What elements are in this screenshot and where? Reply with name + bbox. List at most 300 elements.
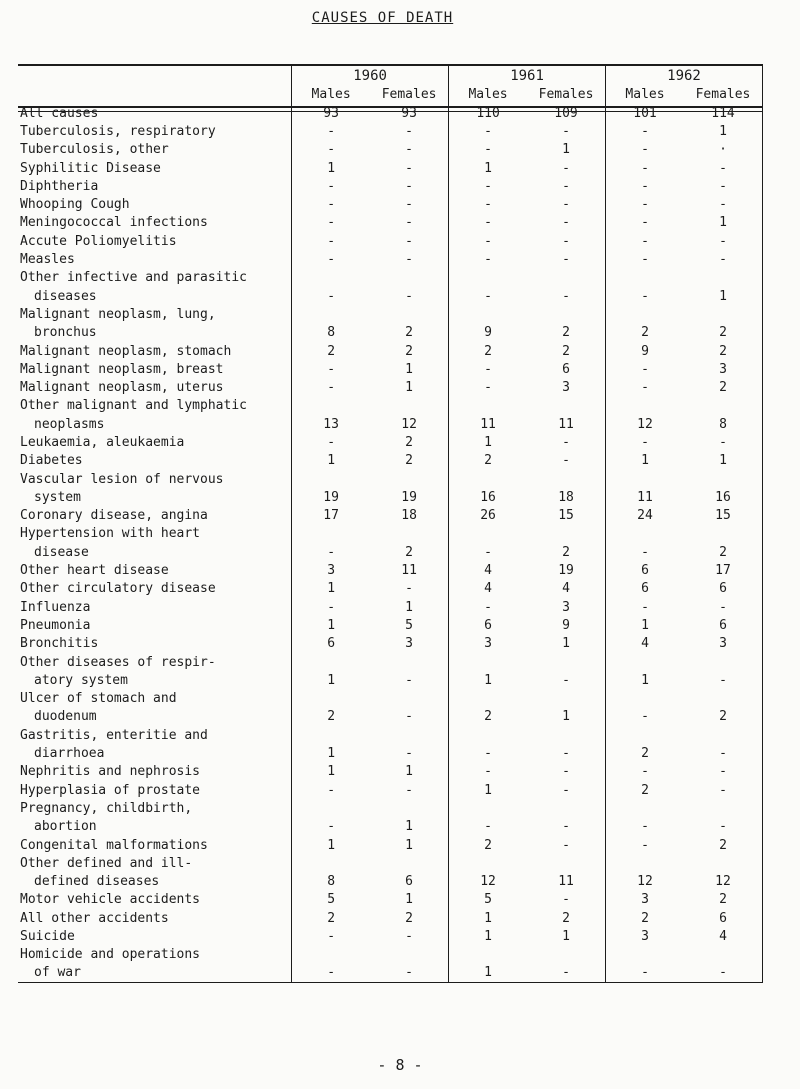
table-row xyxy=(18,195,763,213)
value-cell xyxy=(449,690,527,708)
value-cell: 1 xyxy=(449,159,527,177)
value-cell xyxy=(527,525,605,543)
value-cell xyxy=(684,653,763,671)
value-cell: 1 xyxy=(606,671,684,689)
table-row xyxy=(18,598,763,616)
value-cell xyxy=(684,854,763,872)
value-cell: 2 xyxy=(684,324,763,342)
value-cell: 1 xyxy=(292,836,370,854)
table-row xyxy=(18,324,763,342)
value-cell: 2 xyxy=(562,343,570,359)
table-row xyxy=(18,872,763,890)
value-cell: - xyxy=(292,360,370,378)
value-cell: 1 xyxy=(292,452,370,470)
cause-label: atory system xyxy=(34,672,128,688)
value-cell: 1 xyxy=(292,159,370,177)
cause-label: Bronchitis xyxy=(20,636,99,652)
value-cell: - xyxy=(606,433,684,451)
value-cell: - xyxy=(606,122,684,140)
value-cell: 1 xyxy=(292,580,370,598)
value-cell: 1 xyxy=(449,433,527,451)
cause-label: Measles xyxy=(20,252,75,268)
cause-label: Gastritis, enteritie and xyxy=(20,727,208,743)
value-cell: 2 xyxy=(405,453,413,469)
value-cell: 4 xyxy=(449,580,527,598)
value-cell xyxy=(527,946,605,964)
value-cell: - xyxy=(562,782,570,798)
cause-label: diseases xyxy=(34,288,97,304)
value-cell xyxy=(449,854,527,872)
table-row xyxy=(18,250,763,268)
value-cell: 1 xyxy=(562,142,570,158)
table-row xyxy=(18,433,763,451)
cause-label: Coronary disease, angina xyxy=(20,508,208,524)
value-cell: - xyxy=(449,232,527,250)
value-cell xyxy=(370,653,448,671)
cause-label: Tuberculosis, respiratory xyxy=(20,123,216,139)
value-cell xyxy=(527,305,605,323)
value-cell xyxy=(449,397,527,415)
cause-label: Vascular lesion of nervous xyxy=(20,471,224,487)
value-cell: 2 xyxy=(292,909,370,927)
value-cell: - xyxy=(405,929,413,944)
value-cell: 2 xyxy=(292,708,370,726)
value-cell: 4 xyxy=(606,635,684,653)
value-cell: 12 xyxy=(449,872,527,890)
value-cell: 8 xyxy=(684,415,763,433)
table-row xyxy=(18,141,763,159)
value-cell: 1 xyxy=(405,361,413,377)
value-cell: - xyxy=(684,781,763,799)
value-cell xyxy=(527,397,605,415)
value-cell: 4 xyxy=(449,561,527,579)
value-cell: - xyxy=(606,250,684,268)
value-cell: 1 xyxy=(405,819,413,835)
year-header: 1960 xyxy=(292,64,449,84)
value-cell xyxy=(684,726,763,744)
value-cell: 4 xyxy=(562,581,570,597)
value-cell xyxy=(449,726,527,744)
value-cell: 6 xyxy=(405,874,413,890)
table-row xyxy=(18,104,763,122)
value-cell: - xyxy=(449,141,527,159)
value-cell: 2 xyxy=(684,891,763,909)
value-cell: - xyxy=(684,232,763,250)
table-row xyxy=(18,305,763,323)
value-cell: - xyxy=(606,964,684,982)
cause-label: Ulcer of stomach and xyxy=(20,691,177,707)
value-cell: - xyxy=(405,746,413,762)
value-cell: - xyxy=(405,672,413,688)
value-cell: - xyxy=(405,252,413,268)
table-row xyxy=(18,543,763,561)
value-cell: - xyxy=(684,744,763,762)
value-cell: 26 xyxy=(449,507,527,525)
table-row xyxy=(18,287,763,305)
value-cell xyxy=(684,305,763,323)
value-cell: 9 xyxy=(449,324,527,342)
value-cell xyxy=(527,653,605,671)
causes-of-death-table xyxy=(18,64,763,984)
value-cell xyxy=(606,269,684,287)
value-cell: - xyxy=(449,250,527,268)
value-cell: 1 xyxy=(292,763,370,781)
value-cell: 18 xyxy=(558,489,574,505)
value-cell: - xyxy=(562,197,570,213)
year-header: 1961 xyxy=(449,64,606,84)
value-cell: - xyxy=(405,215,413,231)
cause-label: Malignant neoplasm, stomach xyxy=(20,343,232,359)
table-row xyxy=(18,214,763,232)
table-row xyxy=(18,269,763,287)
value-cell: - xyxy=(562,160,570,176)
cause-label: duodenum xyxy=(34,709,97,725)
value-cell: 101 xyxy=(606,104,684,122)
value-cell xyxy=(370,726,448,744)
value-cell: - xyxy=(405,197,413,213)
value-cell xyxy=(292,305,370,323)
value-cell: - xyxy=(606,543,684,561)
value-cell xyxy=(606,470,684,488)
value-cell: 9 xyxy=(606,342,684,360)
page-number: - 8 - xyxy=(377,1056,423,1074)
value-cell: - xyxy=(606,214,684,232)
value-cell: 5 xyxy=(449,891,527,909)
cause-label: Other malignant and lymphatic xyxy=(20,398,247,414)
value-cell: - xyxy=(405,178,413,194)
value-cell: - xyxy=(292,598,370,616)
value-cell xyxy=(370,690,448,708)
value-cell: - xyxy=(292,195,370,213)
value-cell: 18 xyxy=(401,508,417,524)
value-cell: - xyxy=(562,746,570,762)
value-cell: - xyxy=(606,287,684,305)
value-cell: 11 xyxy=(401,563,417,579)
value-cell xyxy=(606,799,684,817)
cause-label: bronchus xyxy=(34,325,97,341)
value-cell: - xyxy=(292,927,370,945)
value-cell xyxy=(449,799,527,817)
value-cell: 19 xyxy=(401,489,417,505)
value-cell: - xyxy=(684,195,763,213)
value-cell: 3 xyxy=(449,635,527,653)
value-cell: - xyxy=(606,360,684,378)
value-cell: - xyxy=(562,252,570,268)
cause-label: disease xyxy=(34,544,89,560)
table-row xyxy=(18,616,763,634)
value-cell: 9 xyxy=(562,617,570,633)
value-cell: - xyxy=(684,818,763,836)
table-row xyxy=(18,397,763,415)
cause-label: Nephritis and nephrosis xyxy=(20,764,201,780)
value-cell: 1 xyxy=(562,636,570,652)
cause-label: of war xyxy=(34,965,81,981)
value-cell: - xyxy=(292,232,370,250)
table-row xyxy=(18,671,763,689)
cause-label: defined diseases xyxy=(34,874,160,890)
value-cell: 16 xyxy=(449,488,527,506)
value-cell xyxy=(527,799,605,817)
cause-label: Malignant neoplasm, lung, xyxy=(20,306,216,322)
value-cell: 1 xyxy=(405,764,413,780)
table-row xyxy=(18,635,763,653)
value-cell: - xyxy=(449,287,527,305)
table-row xyxy=(18,927,763,945)
table-row xyxy=(18,726,763,744)
value-cell: - xyxy=(562,819,570,835)
value-cell: - xyxy=(405,142,413,158)
cause-label: Motor vehicle accidents xyxy=(20,892,201,908)
value-cell: 3 xyxy=(606,891,684,909)
value-cell: 12 xyxy=(606,872,684,890)
value-cell: 1 xyxy=(449,964,527,982)
corner-cell xyxy=(18,84,292,104)
table-row xyxy=(18,744,763,762)
value-cell xyxy=(527,470,605,488)
value-cell: - xyxy=(292,214,370,232)
value-cell: 3 xyxy=(684,635,763,653)
value-cell xyxy=(370,269,448,287)
cause-label: Syphilitic Disease xyxy=(20,160,161,176)
value-cell xyxy=(370,470,448,488)
value-cell: 6 xyxy=(449,616,527,634)
value-cell: - xyxy=(684,964,763,982)
value-cell xyxy=(292,470,370,488)
value-cell xyxy=(449,305,527,323)
table-row xyxy=(18,818,763,836)
value-cell: 11 xyxy=(606,488,684,506)
value-cell: 2 xyxy=(606,909,684,927)
value-cell: 2 xyxy=(405,343,413,359)
table-row xyxy=(18,799,763,817)
value-cell: - xyxy=(292,964,370,982)
value-cell: 1 xyxy=(562,709,570,725)
value-cell: 2 xyxy=(405,910,413,926)
value-cell xyxy=(370,397,448,415)
value-cell: - xyxy=(562,178,570,194)
cause-label: Other infective and parasitic xyxy=(20,270,247,286)
value-cell: - xyxy=(606,378,684,396)
value-cell xyxy=(449,525,527,543)
value-cell: - xyxy=(449,360,527,378)
value-cell xyxy=(606,726,684,744)
value-cell: 109 xyxy=(554,105,578,121)
value-cell: 6 xyxy=(292,635,370,653)
value-cell: 2 xyxy=(684,708,763,726)
value-cell xyxy=(370,525,448,543)
value-cell: - xyxy=(405,965,413,981)
value-cell: 1 xyxy=(684,287,763,305)
value-cell xyxy=(527,690,605,708)
value-cell: 3 xyxy=(684,360,763,378)
value-cell: 2 xyxy=(562,544,570,560)
value-cell: - xyxy=(449,378,527,396)
value-cell: 110 xyxy=(449,104,527,122)
value-cell: - xyxy=(562,288,570,304)
table-row xyxy=(18,891,763,909)
cause-label: Whooping Cough xyxy=(20,197,130,213)
value-cell: 3 xyxy=(562,380,570,396)
sex-header: Females xyxy=(684,84,763,104)
value-cell: 1 xyxy=(405,837,413,853)
value-cell: - xyxy=(562,965,570,981)
value-cell: 114 xyxy=(684,104,763,122)
value-cell: - xyxy=(405,123,413,139)
value-cell xyxy=(449,470,527,488)
value-cell: 2 xyxy=(449,836,527,854)
value-cell xyxy=(370,946,448,964)
table-row xyxy=(18,690,763,708)
value-cell xyxy=(370,854,448,872)
value-cell: · xyxy=(684,141,763,159)
value-cell: - xyxy=(562,434,570,450)
value-cell: 3 xyxy=(562,599,570,615)
value-cell: - xyxy=(405,288,413,304)
value-cell: 1 xyxy=(684,122,763,140)
value-cell: 1 xyxy=(292,744,370,762)
table-row xyxy=(18,854,763,872)
value-cell xyxy=(684,690,763,708)
value-cell: 24 xyxy=(606,507,684,525)
value-cell: - xyxy=(449,598,527,616)
value-cell: - xyxy=(292,818,370,836)
table-row xyxy=(18,122,763,140)
cause-label: Accute Poliomyelitis xyxy=(20,233,177,249)
table-row xyxy=(18,561,763,579)
value-cell: 1 xyxy=(449,909,527,927)
value-cell: 12 xyxy=(684,872,763,890)
value-cell: - xyxy=(606,141,684,159)
value-cell xyxy=(527,854,605,872)
value-cell: 1 xyxy=(405,892,413,908)
value-cell: 5 xyxy=(292,891,370,909)
table-row xyxy=(18,946,763,964)
value-cell: - xyxy=(292,781,370,799)
value-cell: - xyxy=(449,122,527,140)
value-cell: 1 xyxy=(562,929,570,944)
value-cell: 19 xyxy=(558,563,574,579)
value-cell: 1 xyxy=(684,214,763,232)
corner-cell xyxy=(18,64,292,84)
value-cell xyxy=(449,653,527,671)
value-cell: 1 xyxy=(292,616,370,634)
sex-header: Males xyxy=(606,84,684,104)
value-cell: 12 xyxy=(401,416,417,432)
value-cell: - xyxy=(405,160,413,176)
cause-label: abortion xyxy=(34,819,97,835)
value-cell xyxy=(292,946,370,964)
cause-label: Other circulatory disease xyxy=(20,581,216,597)
value-cell: - xyxy=(562,453,570,469)
value-cell xyxy=(684,799,763,817)
value-cell: 2 xyxy=(684,836,763,854)
value-cell xyxy=(606,397,684,415)
value-cell: - xyxy=(606,598,684,616)
value-cell: 15 xyxy=(558,508,574,524)
value-cell: 1 xyxy=(405,380,413,396)
value-cell: - xyxy=(606,836,684,854)
value-cell: 1 xyxy=(606,616,684,634)
table-row xyxy=(18,177,763,195)
value-cell xyxy=(292,269,370,287)
table-row xyxy=(18,653,763,671)
table-row xyxy=(18,781,763,799)
cause-label: Malignant neoplasm, breast xyxy=(20,361,224,377)
value-cell: - xyxy=(449,818,527,836)
value-cell: 6 xyxy=(606,561,684,579)
cause-label: Tuberculosis, other xyxy=(20,142,169,158)
value-cell: - xyxy=(684,671,763,689)
value-cell xyxy=(606,690,684,708)
table-row xyxy=(18,836,763,854)
cause-label: Meningococcal infections xyxy=(20,215,208,231)
value-cell xyxy=(606,525,684,543)
value-cell: 17 xyxy=(684,561,763,579)
value-cell xyxy=(606,653,684,671)
value-cell: - xyxy=(292,378,370,396)
cause-label: Hyperplasia of prostate xyxy=(20,782,201,798)
value-cell: 2 xyxy=(684,543,763,561)
value-cell xyxy=(292,726,370,744)
value-cell xyxy=(292,799,370,817)
value-cell: - xyxy=(449,214,527,232)
value-cell: - xyxy=(562,764,570,780)
value-cell xyxy=(292,690,370,708)
value-cell xyxy=(370,305,448,323)
value-cell: 2 xyxy=(562,325,570,341)
value-cell: 93 xyxy=(401,105,417,121)
value-cell: 5 xyxy=(405,617,413,633)
cause-label: Homicide and operations xyxy=(20,947,201,963)
value-cell: - xyxy=(562,892,570,908)
value-cell: 2 xyxy=(405,434,413,450)
value-cell: 2 xyxy=(562,910,570,926)
cause-label: Other diseases of respir- xyxy=(20,654,216,670)
value-cell: 4 xyxy=(684,927,763,945)
value-cell: - xyxy=(562,215,570,231)
value-cell xyxy=(292,854,370,872)
cause-label: Pneumonia xyxy=(20,617,91,633)
value-cell: - xyxy=(606,708,684,726)
table-row xyxy=(18,415,763,433)
value-cell: - xyxy=(292,433,370,451)
value-cell: 11 xyxy=(558,416,574,432)
value-cell: 2 xyxy=(292,342,370,360)
value-cell xyxy=(684,470,763,488)
value-cell: - xyxy=(562,123,570,139)
value-cell: 6 xyxy=(684,909,763,927)
value-cell: - xyxy=(684,763,763,781)
value-cell: 2 xyxy=(606,781,684,799)
value-cell: 11 xyxy=(449,415,527,433)
value-cell xyxy=(684,397,763,415)
value-cell: 6 xyxy=(606,580,684,598)
table-row xyxy=(18,909,763,927)
value-cell xyxy=(292,397,370,415)
cause-label: Other heart disease xyxy=(20,563,169,579)
value-cell: - xyxy=(292,287,370,305)
value-cell xyxy=(292,525,370,543)
cause-label: Diphtheria xyxy=(20,178,99,194)
value-cell: 12 xyxy=(606,415,684,433)
value-cell: - xyxy=(449,744,527,762)
value-cell: - xyxy=(606,818,684,836)
value-cell: - xyxy=(684,159,763,177)
page-title: CAUSES OF DEATH xyxy=(311,10,454,26)
table-row xyxy=(18,452,763,470)
value-cell: 1 xyxy=(449,671,527,689)
value-cell: - xyxy=(292,141,370,159)
